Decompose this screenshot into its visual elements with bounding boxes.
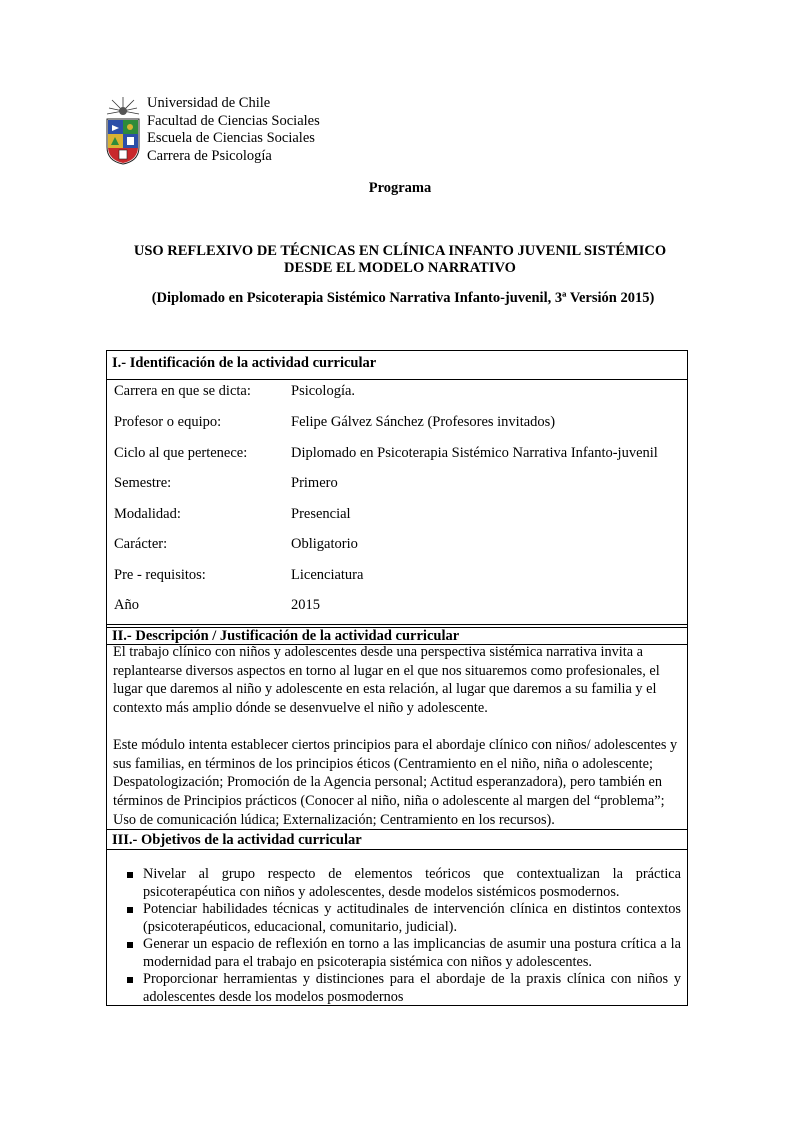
divider	[107, 624, 687, 625]
ident-row	[107, 506, 687, 528]
ident-row	[107, 536, 687, 558]
objective-text: Generar un espacio de reflexión en torno a las implicancias de asumir una postura crítica a la modernidad para el trabajo en psicoterapia sistémica con niños y adolescentes.	[143, 936, 681, 970]
description-paragraph-1: El trabajo clínico con niños y adolescentes desde una perspectiva sistémica narrativa invita a replantearse diversos aspectos en torno al lugar en el que nos situaremos como profesionales, el lugar que daremos al niño y adolescente en esta relación, al lugar que daremos a su familia y el contexto más amplio dónde se desenvuelve el niño y adolescente.	[113, 644, 660, 717]
ident-label: Pre - requisitos:	[114, 567, 206, 583]
bullet-square-icon	[127, 907, 133, 913]
institution-lines	[147, 95, 320, 165]
objective-text: Nivelar al grupo respecto de elementos teóricos que contextualizan la práctica psicoterapéutica con niños y adolescentes, desde modelos sistémicos posmodernos.	[143, 866, 681, 900]
divider	[107, 849, 687, 850]
institution-school: Escuela de Ciencias Sociales	[147, 130, 315, 146]
objective-item	[125, 866, 681, 901]
program-label: Programa	[368, 180, 432, 196]
ident-row	[107, 597, 687, 619]
ident-row	[107, 383, 687, 405]
ident-label: Carrera en que se dicta:	[114, 383, 251, 399]
ident-value: 2015	[291, 597, 320, 613]
ident-value: Obligatorio	[291, 536, 358, 552]
description-text	[113, 643, 685, 847]
bullet-square-icon	[127, 872, 133, 878]
title-line-2: DESDE EL MODELO NARRATIVO	[284, 260, 516, 276]
divider	[107, 379, 687, 380]
ident-label: Ciclo al que pertenece:	[114, 445, 248, 461]
objective-item	[125, 901, 681, 936]
ident-row	[107, 445, 687, 467]
document-subtitle: (Diplomado en Psicoterapia Sistémico Narrativa Infanto-juvenil, 3ª Versión 2015)	[151, 290, 655, 306]
description-paragraph-2: Este módulo intenta establecer ciertos principios para el abordaje clínico con niños/ adolescentes y sus familias, en términos de los principios éticos (Centramiento en el niño, niña o adolescente; Despatologización; Promoción de la Agencia personal; Actitud esperanzadora), pero también en términos de Principios prácticos (Conocer al niño, niña o adolescente al margen del “problema”; Uso de comunicación lúdica; Externalización; Centramiento en los recursos).	[113, 736, 678, 828]
ident-value: Diplomado en Psicoterapia Sistémico Narrativa Infanto-juvenil	[291, 445, 658, 461]
bullet-square-icon	[127, 942, 133, 948]
ident-label: Semestre:	[114, 475, 172, 491]
ident-label: Carácter:	[114, 536, 168, 552]
ident-row	[107, 567, 687, 589]
objective-item	[125, 936, 681, 971]
objectives-list	[125, 866, 681, 1006]
university-shield-logo	[103, 95, 143, 165]
ident-value: Primero	[291, 475, 338, 491]
ident-value: Presencial	[291, 506, 351, 522]
institution-header	[103, 95, 403, 165]
section-2-heading: II.- Descripción / Justificación de la actividad curricular	[112, 628, 460, 644]
ident-row	[107, 475, 687, 497]
bullet-square-icon	[127, 977, 133, 983]
ident-value: Licenciatura	[291, 567, 364, 583]
ident-label: Profesor o equipo:	[114, 414, 222, 430]
objective-text: Potenciar habilidades técnicas y actitudinales de intervención clínica en distintos contextos (psicoterapéuticos, educacional, comunitario, judicial).	[143, 901, 681, 935]
ident-value: Felipe Gálvez Sánchez (Profesores invitados)	[291, 414, 556, 430]
document-title	[0, 243, 800, 277]
ident-label: Modalidad:	[114, 506, 181, 522]
institution-faculty: Facultad de Ciencias Sociales	[147, 112, 320, 129]
ident-value: Psicología.	[291, 383, 356, 399]
ident-row	[107, 414, 687, 436]
section-3-heading: III.- Objetivos de la actividad curricular	[112, 832, 362, 848]
title-line-1: USO REFLEXIVO DE TÉCNICAS EN CLÍNICA INFANTO JUVENIL SISTÉMICO	[133, 243, 667, 259]
objective-item	[125, 971, 681, 1006]
curricular-table	[106, 350, 688, 1006]
objective-text: Proporcionar herramientas y distinciones para el abordaje de la praxis clínica con niños y adolescentes desde los modelos posmodernos	[143, 971, 681, 1005]
institution-university: Universidad de Chile	[147, 95, 271, 111]
ident-label: Año	[114, 597, 139, 613]
institution-career: Carrera de Psicología	[147, 147, 272, 164]
section-1-heading: I.- Identificación de la actividad curricular	[112, 355, 377, 371]
